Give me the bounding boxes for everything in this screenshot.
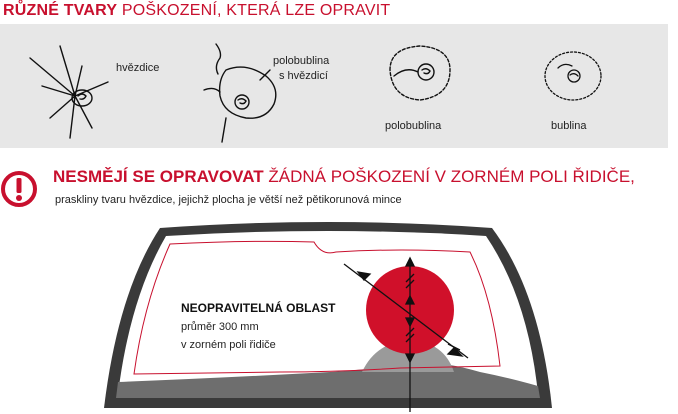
warning-heading xyxy=(53,167,635,187)
warning-heading-bold: NESMĚJÍ SE OPRAVOVAT xyxy=(53,167,264,186)
zone-diameter: průměr 300 mm xyxy=(181,321,259,333)
damage-label-bubble: bublina xyxy=(551,120,587,132)
damage-types-panel xyxy=(0,24,668,148)
half-bubble-star-icon xyxy=(196,40,278,144)
zone-title: NEOPRAVITELNÁ OBLAST xyxy=(181,301,336,315)
zone-location: v zorném poli řidiče xyxy=(181,339,276,351)
exclamation-circle-icon xyxy=(0,170,38,208)
damage-label-half-bubble: polobublina xyxy=(385,120,442,132)
section-title-bold: RŮZNÉ TVARY xyxy=(3,2,118,19)
damage-label-half-bubble-star-1: polobublina xyxy=(273,55,330,67)
section-title-repairable xyxy=(3,2,390,20)
warning-heading-light: ŽÁDNÁ POŠKOZENÍ V ZORNÉM POLI ŘIDIČE, xyxy=(268,167,635,186)
windshield-illustration xyxy=(100,222,560,414)
section-title-light: POŠKOZENÍ, KTERÁ LZE OPRAVIT xyxy=(121,2,391,19)
damage-label-half-bubble-star-2: s hvězdicí xyxy=(279,70,328,82)
damage-label-star: hvězdice xyxy=(116,62,160,74)
half-bubble-icon xyxy=(380,42,458,106)
bubble-icon xyxy=(540,48,606,106)
warning-subtext: praskliny tvaru hvězdice, jejichž plocha je větší než pětikorunová mince xyxy=(55,194,402,206)
star-crack-icon xyxy=(20,38,120,142)
